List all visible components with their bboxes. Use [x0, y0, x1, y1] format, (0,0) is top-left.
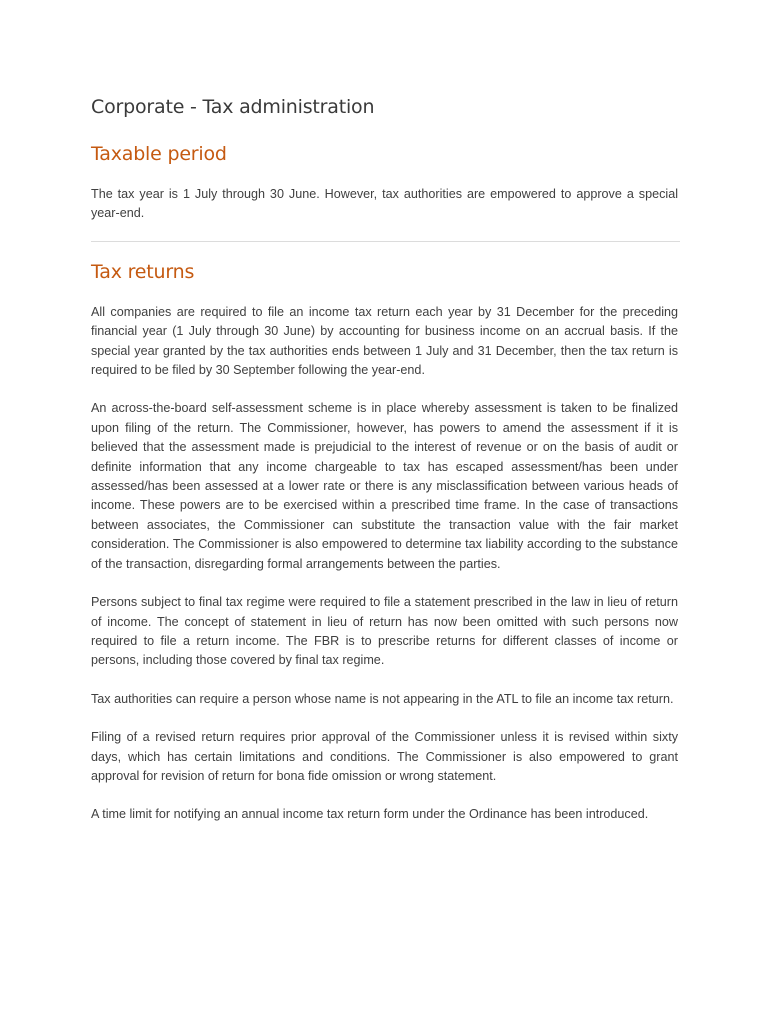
tax-returns-paragraph-1: All companies are required to file an income tax return each year by 31 December for the preceding financial year (1 July through 30 June) by accounting for business income on an accrual basis. If the special year granted by the tax authorities ends between 1 July and 31 December, then the tax return is required to be filed by 30 September following the year-end.: [91, 304, 678, 378]
tax-returns-paragraph-5: Filing of a revised return requires prior approval of the Commissioner unless it is revised within sixty days, which has certain limitations and conditions. The Commissioner is also empowered to grant approval for revision of return for bona fide omission or wrong statement.: [91, 730, 678, 783]
tax-returns-paragraph-2: An across-the-board self-assessment scheme is in place whereby assessment is taken to be finalized upon filing of the return. The Commissioner, however, has powers to amend the assessment if it is believed that the assessment made is prejudicial to the interest of revenue or on the basis of audit or definite information that any income chargeable to tax has escaped assessment/has been under assessed/has been assessed at a lower rate or there is any misclassification between various heads of income. These powers are to be exercised within a prescribed time frame. In the case of transactions between associates, the Commissioner can substitute the transaction value with the fair market consideration. The Commissioner is also empowered to determine tax liability according to the substance of the transaction, disregarding formal arrangements between the parties.: [91, 401, 678, 571]
section-heading-tax-returns: Tax returns: [91, 260, 195, 283]
tax-returns-paragraph-3: Persons subject to final tax regime were required to file a statement prescribed in the law in lieu of return of income. The concept of statement in lieu of return has now been omitted with such persons now required to file a return income. The FBR is to prescribe returns for different classes of income or persons, including those covered by final tax regime.: [91, 595, 678, 668]
page-title: Corporate - Tax administration: [91, 96, 375, 118]
taxable-period-paragraph: The tax year is 1 July through 30 June. However, tax authorities are empowered to approve a special year-end.: [91, 187, 678, 221]
tax-returns-paragraph-4: Tax authorities can require a person whose name is not appearing in the ATL to file an income tax return.: [91, 691, 674, 706]
document-page: [91, 92, 678, 825]
section-divider: [91, 241, 680, 242]
section-heading-taxable-period: Taxable period: [91, 143, 227, 165]
tax-returns-paragraph-6: A time limit for notifying an annual income tax return form under the Ordinance has been introduced.: [91, 807, 649, 822]
